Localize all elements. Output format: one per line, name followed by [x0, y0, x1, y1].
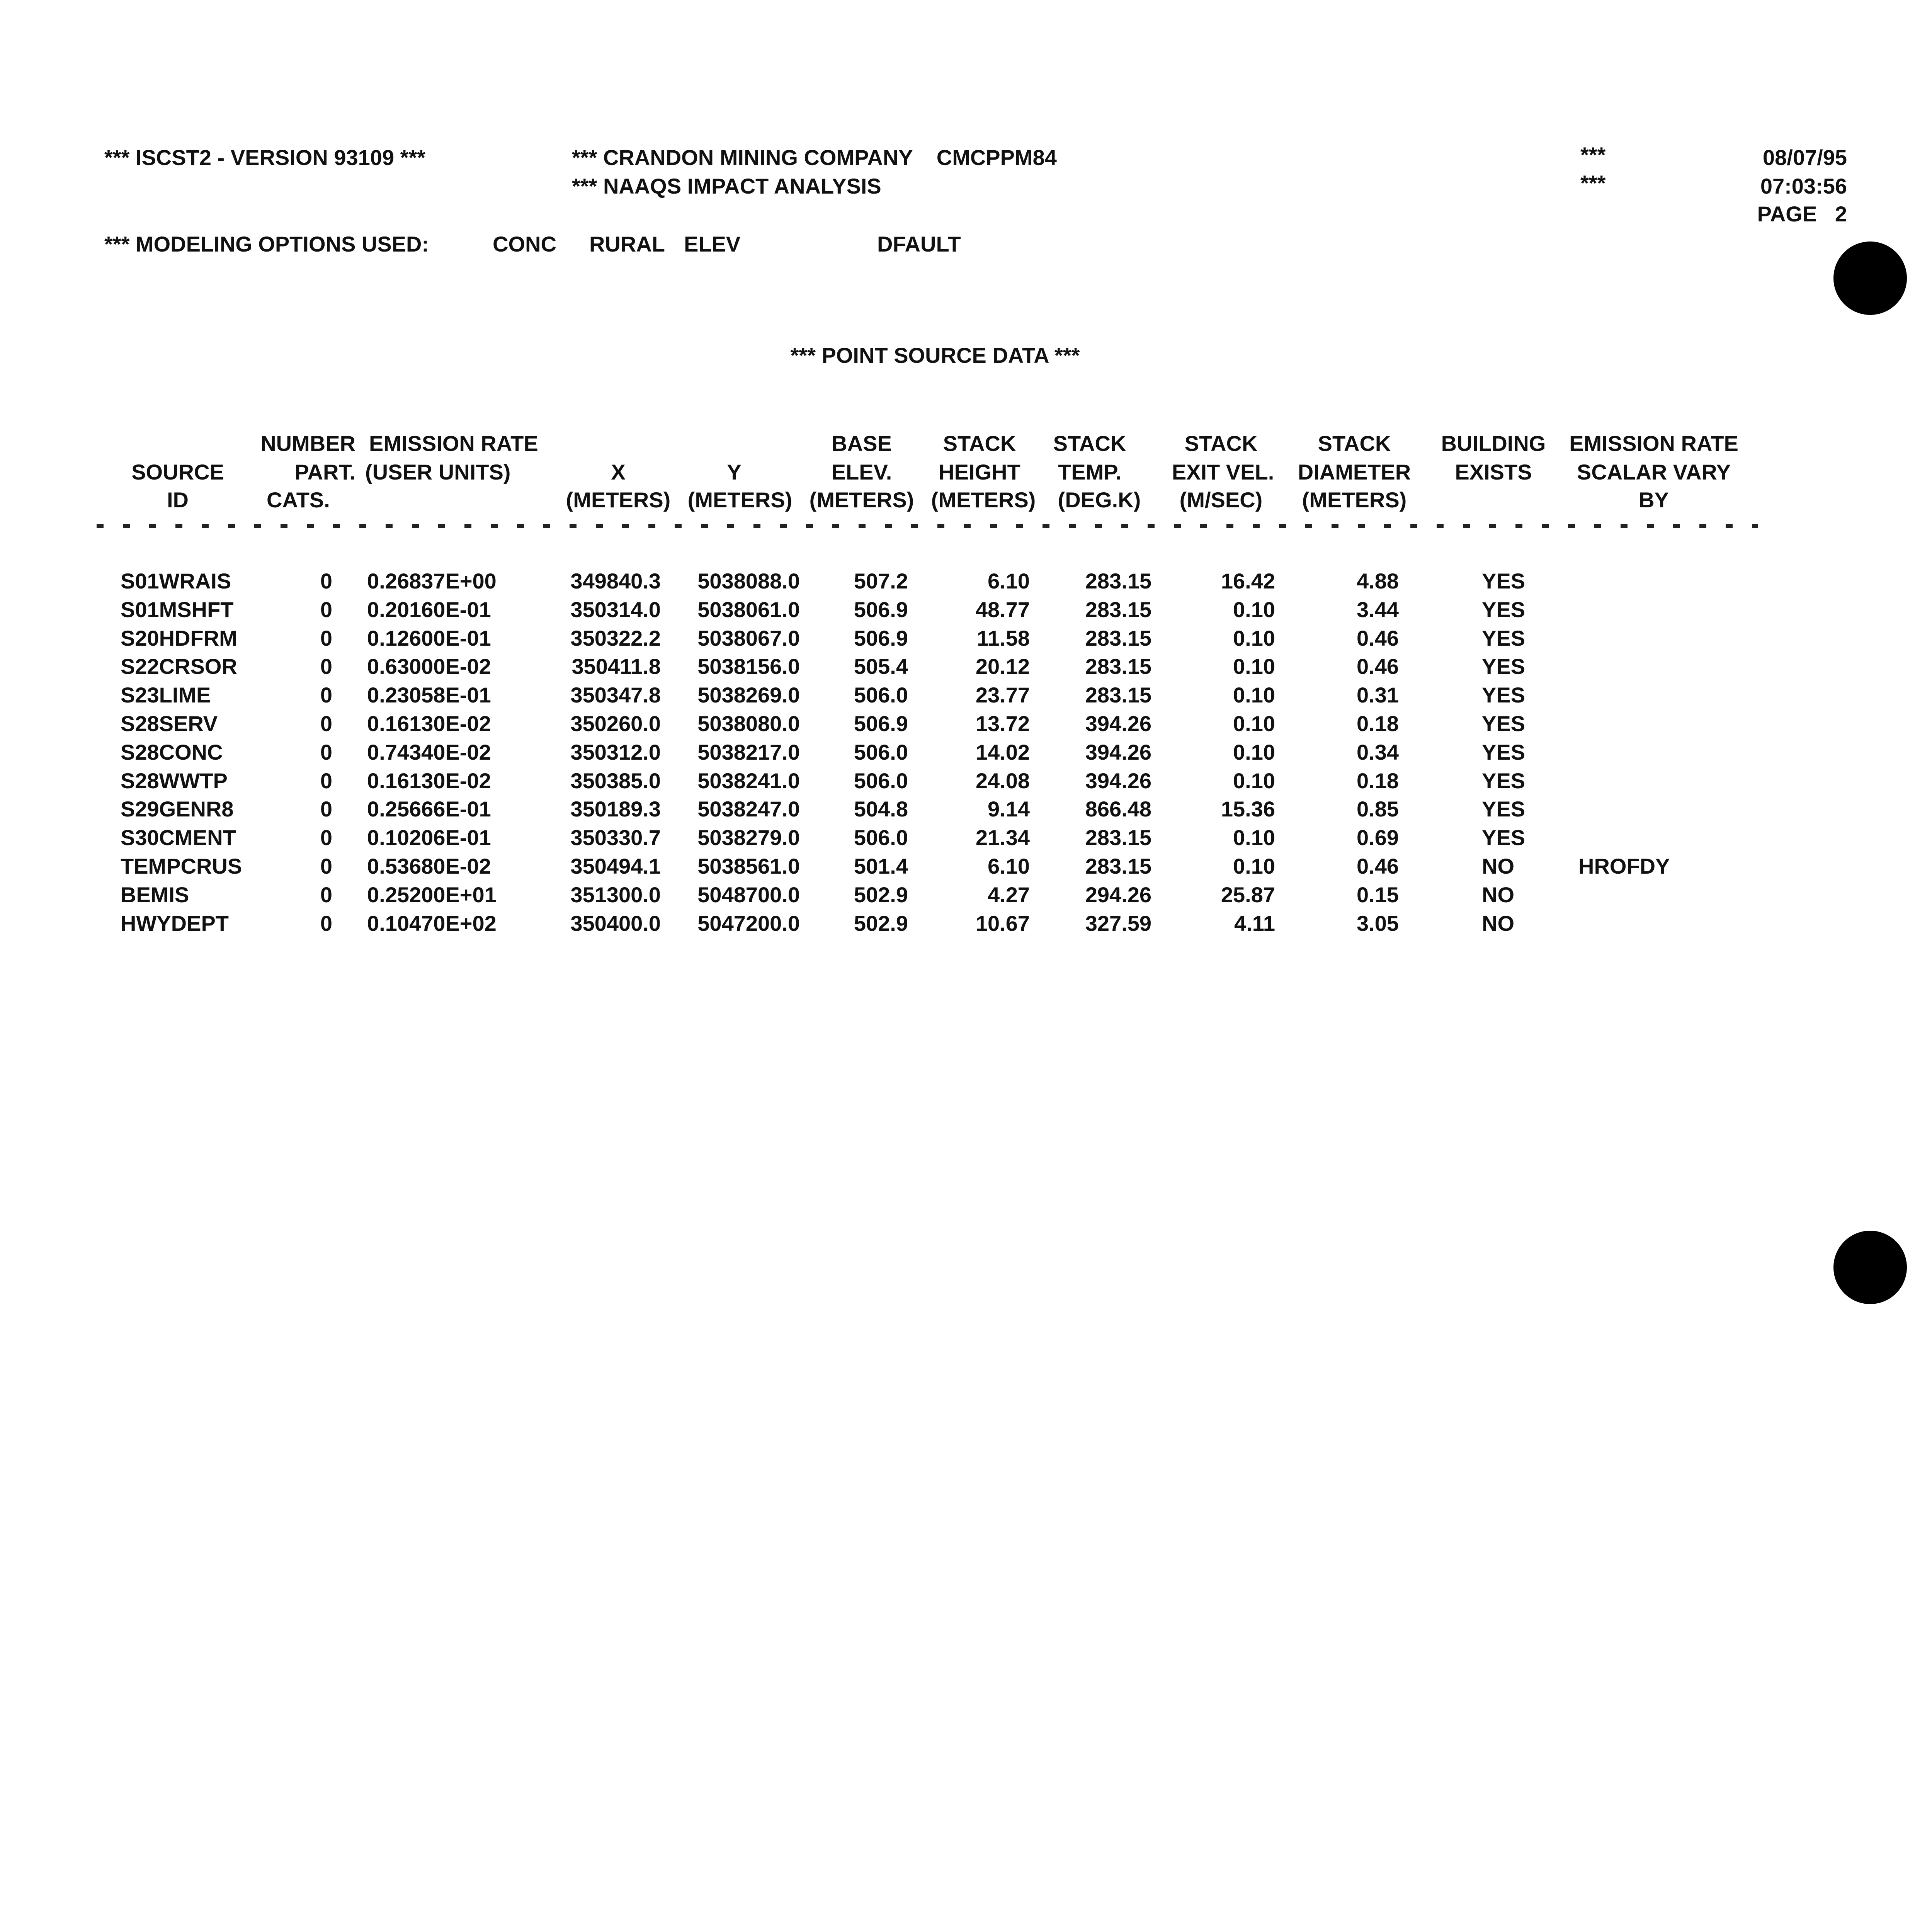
- cell-stack-height: 6.10: [988, 569, 1030, 593]
- cell-base-elev: 506.0: [854, 825, 908, 850]
- cell-stack-temp: 283.15: [1085, 569, 1151, 593]
- cell-part-cats: 0: [320, 569, 332, 593]
- cell-source-id: S22CRSOR: [121, 654, 237, 679]
- cell-emission-rate: 0.25666E-01: [367, 797, 491, 821]
- table-row: [0, 767, 1932, 795]
- cell-stack-diameter: 0.15: [1357, 882, 1399, 907]
- col-scalar-h2: SCALAR VARY: [1577, 460, 1731, 484]
- table-row: [0, 567, 1932, 595]
- cell-base-elev: 507.2: [854, 569, 908, 593]
- cell-building: YES: [1482, 597, 1526, 622]
- table-row: [0, 852, 1932, 880]
- page-number: PAGE 2: [1757, 202, 1847, 226]
- table-row: [0, 710, 1932, 738]
- cell-building: YES: [1482, 797, 1526, 821]
- cell-building: YES: [1482, 740, 1526, 764]
- cell-x: 350494.1: [570, 854, 661, 878]
- cell-base-elev: 502.9: [854, 882, 908, 907]
- col-number-h1: NUMBER: [260, 431, 355, 456]
- cell-base-elev: 506.0: [854, 768, 908, 793]
- cell-stack-temp: 283.15: [1085, 654, 1151, 679]
- col-vel-h1: STACK: [1184, 431, 1258, 456]
- col-temp-h3: (DEG.K): [1058, 488, 1141, 512]
- cell-part-cats: 0: [320, 597, 332, 622]
- cell-exit-velocity: 0.10: [1233, 626, 1275, 650]
- cell-exit-velocity: 16.42: [1221, 569, 1275, 593]
- cell-y: 5038217.0: [697, 740, 800, 764]
- cell-stack-temp: 294.26: [1085, 882, 1151, 907]
- col-vel-h2: EXIT VEL.: [1172, 460, 1274, 484]
- cell-source-id: HWYDEPT: [121, 911, 229, 935]
- cell-part-cats: 0: [320, 825, 332, 850]
- cell-building: YES: [1482, 569, 1526, 593]
- cell-source-id: S30CMENT: [121, 825, 236, 850]
- cell-x: 350385.0: [570, 768, 661, 793]
- col-base-h2: ELEV.: [831, 460, 892, 484]
- col-number-h2: PART.: [294, 460, 355, 484]
- col-source-h3: ID: [167, 488, 189, 512]
- cell-exit-velocity: 25.87: [1221, 882, 1275, 907]
- table-row: [0, 681, 1932, 709]
- cell-x: 350189.3: [570, 797, 661, 821]
- cell-exit-velocity: 0.10: [1233, 740, 1275, 764]
- cell-x: 350322.2: [570, 626, 661, 650]
- cell-stack-diameter: 0.31: [1357, 683, 1399, 707]
- table-row: [0, 795, 1932, 823]
- cell-y: 5038088.0: [697, 569, 800, 593]
- cell-source-id: S28CONC: [121, 740, 223, 764]
- col-scalar-h3: BY: [1639, 488, 1669, 512]
- cell-emission-rate: 0.63000E-02: [367, 654, 491, 679]
- col-vel-h3: (M/SEC): [1179, 488, 1263, 512]
- cell-exit-velocity: 0.10: [1233, 683, 1275, 707]
- cell-stack-diameter: 0.18: [1357, 711, 1399, 736]
- col-height-h3: (METERS): [931, 488, 1036, 512]
- cell-stack-temp: 327.59: [1085, 911, 1151, 935]
- table-row: [0, 824, 1932, 852]
- cell-exit-velocity: 0.10: [1233, 654, 1275, 679]
- col-base-h3: (METERS): [809, 488, 914, 512]
- col-scalar-h1: EMISSION RATE: [1569, 431, 1738, 456]
- cell-x: 350411.8: [571, 654, 661, 679]
- cell-source-id: S01WRAIS: [121, 569, 231, 593]
- cell-base-elev: 506.0: [854, 683, 908, 707]
- cell-part-cats: 0: [320, 683, 332, 707]
- cell-y: 5038269.0: [697, 683, 800, 707]
- col-x-h2: X: [611, 460, 626, 484]
- cell-stack-height: 14.02: [975, 740, 1030, 764]
- cell-part-cats: 0: [320, 768, 332, 793]
- company-line: *** CRANDON MINING COMPANY CMCPPM84: [572, 145, 1057, 170]
- cell-source-id: S28SERV: [121, 711, 218, 736]
- cell-emission-rate: 0.53680E-02: [367, 854, 491, 878]
- cell-building: YES: [1482, 825, 1526, 850]
- cell-x: 350260.0: [570, 711, 661, 736]
- cell-stack-diameter: 3.44: [1357, 597, 1399, 622]
- cell-x: 350312.0: [570, 740, 661, 764]
- option-dfault: DFAULT: [877, 232, 961, 256]
- cell-stack-diameter: 0.46: [1357, 854, 1399, 878]
- cell-stack-diameter: 4.88: [1357, 569, 1399, 593]
- col-y-h2: Y: [727, 460, 742, 484]
- table-row: [0, 624, 1932, 652]
- cell-source-id: S29GENR8: [121, 797, 234, 821]
- cell-y: 5048700.0: [697, 882, 800, 907]
- col-building-h2: EXISTS: [1455, 460, 1532, 484]
- cell-emission-rate: 0.16130E-02: [367, 768, 491, 793]
- cell-stack-height: 48.77: [975, 597, 1030, 622]
- run-date: 08/07/95: [1763, 145, 1847, 170]
- header-stars-1: ***: [1580, 143, 1606, 167]
- col-diam-h2: DIAMETER: [1298, 460, 1411, 484]
- cell-stack-diameter: 0.46: [1357, 654, 1399, 679]
- cell-source-id: S28WWTP: [121, 768, 228, 793]
- col-diam-h3: (METERS): [1302, 488, 1407, 512]
- cell-part-cats: 0: [320, 911, 332, 935]
- cell-stack-temp: 394.26: [1085, 711, 1151, 736]
- cell-stack-diameter: 0.85: [1357, 797, 1399, 821]
- cell-part-cats: 0: [320, 740, 332, 764]
- cell-y: 5038080.0: [697, 711, 800, 736]
- col-y-h3: (METERS): [687, 488, 793, 512]
- cell-emission-rate: 0.74340E-02: [367, 740, 491, 764]
- cell-stack-diameter: 0.46: [1357, 626, 1399, 650]
- section-title: *** POINT SOURCE DATA ***: [790, 343, 1080, 367]
- cell-stack-height: 21.34: [975, 825, 1030, 850]
- cell-emission-rate: 0.25200E+01: [367, 882, 497, 907]
- cell-base-elev: 506.9: [854, 711, 908, 736]
- cell-stack-temp: 283.15: [1085, 825, 1151, 850]
- cell-building: NO: [1482, 911, 1514, 935]
- cell-part-cats: 0: [320, 626, 332, 650]
- cell-base-elev: 502.9: [854, 911, 908, 935]
- modeling-options-label: *** MODELING OPTIONS USED:: [104, 232, 429, 256]
- table-row: [0, 653, 1932, 680]
- cell-exit-velocity: 0.10: [1233, 768, 1275, 793]
- cell-scalar-vary: HROFDY: [1578, 854, 1670, 878]
- cell-y: 5038156.0: [697, 654, 800, 679]
- cell-building: YES: [1482, 626, 1526, 650]
- cell-stack-temp: 394.26: [1085, 740, 1151, 764]
- option-elev: ELEV: [684, 232, 741, 256]
- cell-emission-rate: 0.10470E+02: [367, 911, 497, 935]
- cell-y: 5047200.0: [697, 911, 800, 935]
- cell-x: 350347.8: [570, 683, 661, 707]
- cell-stack-diameter: 0.34: [1357, 740, 1399, 764]
- table-row: [0, 596, 1932, 624]
- cell-exit-velocity: 0.10: [1233, 825, 1275, 850]
- table-row: [0, 738, 1932, 766]
- table-row: [0, 881, 1932, 909]
- cell-stack-height: 24.08: [975, 768, 1030, 793]
- cell-base-elev: 504.8: [854, 797, 908, 821]
- col-building-h1: BUILDING: [1441, 431, 1546, 456]
- option-conc: CONC: [493, 232, 556, 256]
- cell-x: 350400.0: [570, 911, 661, 935]
- cell-y: 5038241.0: [697, 768, 800, 793]
- header-stars-2: ***: [1580, 171, 1606, 195]
- col-emission-h1: EMISSION RATE: [369, 431, 538, 456]
- cell-stack-height: 9.14: [988, 797, 1030, 821]
- cell-exit-velocity: 15.36: [1221, 797, 1275, 821]
- cell-stack-temp: 866.48: [1085, 797, 1151, 821]
- header-divider: [97, 524, 1758, 528]
- cell-exit-velocity: 0.10: [1233, 711, 1275, 736]
- table-row: [0, 910, 1932, 937]
- cell-exit-velocity: 0.10: [1233, 597, 1275, 622]
- cell-building: YES: [1482, 711, 1526, 736]
- cell-stack-diameter: 0.69: [1357, 825, 1399, 850]
- col-emission-h2: (USER UNITS): [365, 460, 511, 484]
- cell-emission-rate: 0.12600E-01: [367, 626, 491, 650]
- cell-emission-rate: 0.10206E-01: [367, 825, 491, 850]
- cell-source-id: S23LIME: [121, 683, 211, 707]
- option-rural: RURAL: [589, 232, 665, 256]
- analysis-line: *** NAAQS IMPACT ANALYSIS: [572, 174, 881, 198]
- cell-stack-height: 13.72: [975, 711, 1030, 736]
- cell-emission-rate: 0.16130E-02: [367, 711, 491, 736]
- cell-base-elev: 506.9: [854, 626, 908, 650]
- cell-source-id: S20HDFRM: [121, 626, 237, 650]
- cell-exit-velocity: 0.10: [1233, 854, 1275, 878]
- cell-stack-height: 10.67: [975, 911, 1030, 935]
- col-x-h3: (METERS): [566, 488, 671, 512]
- cell-y: 5038279.0: [697, 825, 800, 850]
- cell-emission-rate: 0.26837E+00: [367, 569, 497, 593]
- cell-stack-height: 20.12: [975, 654, 1030, 679]
- cell-stack-temp: 283.15: [1085, 597, 1151, 622]
- cell-source-id: TEMPCRUS: [121, 854, 242, 878]
- cell-emission-rate: 0.23058E-01: [367, 683, 491, 707]
- cell-base-elev: 501.4: [854, 854, 908, 878]
- cell-stack-height: 11.58: [976, 626, 1030, 650]
- program-version: *** ISCST2 - VERSION 93109 ***: [104, 145, 426, 170]
- cell-emission-rate: 0.20160E-01: [367, 597, 491, 622]
- cell-stack-temp: 394.26: [1085, 768, 1151, 793]
- cell-x: 350330.7: [570, 825, 661, 850]
- cell-stack-height: 4.27: [988, 882, 1030, 907]
- cell-stack-temp: 283.15: [1085, 683, 1151, 707]
- col-source-h2: SOURCE: [131, 460, 224, 484]
- cell-stack-diameter: 3.05: [1357, 911, 1399, 935]
- punch-hole-middle: [1833, 1231, 1907, 1304]
- cell-stack-temp: 283.15: [1085, 626, 1151, 650]
- cell-x: 351300.0: [570, 882, 661, 907]
- cell-part-cats: 0: [320, 797, 332, 821]
- cell-building: YES: [1482, 683, 1526, 707]
- col-temp-h2: TEMP.: [1058, 460, 1121, 484]
- cell-stack-height: 23.77: [975, 683, 1030, 707]
- col-height-h1: STACK: [943, 431, 1016, 456]
- cell-part-cats: 0: [320, 711, 332, 736]
- col-height-h2: HEIGHT: [939, 460, 1020, 484]
- cell-building: YES: [1482, 768, 1526, 793]
- cell-building: NO: [1482, 854, 1514, 878]
- cell-y: 5038067.0: [697, 626, 800, 650]
- cell-y: 5038061.0: [697, 597, 800, 622]
- cell-stack-diameter: 0.18: [1357, 768, 1399, 793]
- punch-hole-top: [1833, 242, 1907, 315]
- run-time: 07:03:56: [1760, 174, 1847, 198]
- col-base-h1: BASE: [832, 431, 892, 456]
- cell-source-id: S01MSHFT: [121, 597, 234, 622]
- col-temp-h1: STACK: [1053, 431, 1126, 456]
- cell-part-cats: 0: [320, 882, 332, 907]
- col-diam-h1: STACK: [1318, 431, 1391, 456]
- cell-part-cats: 0: [320, 854, 332, 878]
- col-number-h3: CATS.: [267, 488, 330, 512]
- cell-part-cats: 0: [320, 654, 332, 679]
- cell-stack-temp: 283.15: [1085, 854, 1151, 878]
- cell-y: 5038247.0: [697, 797, 800, 821]
- cell-stack-height: 6.10: [988, 854, 1030, 878]
- cell-source-id: BEMIS: [121, 882, 189, 907]
- cell-base-elev: 506.9: [854, 597, 908, 622]
- cell-x: 349840.3: [570, 569, 661, 593]
- cell-base-elev: 505.4: [854, 654, 908, 679]
- cell-building: YES: [1482, 654, 1526, 679]
- cell-x: 350314.0: [570, 597, 661, 622]
- cell-y: 5038561.0: [697, 854, 800, 878]
- cell-building: NO: [1482, 882, 1514, 907]
- cell-exit-velocity: 4.11: [1234, 911, 1275, 935]
- cell-base-elev: 506.0: [854, 740, 908, 764]
